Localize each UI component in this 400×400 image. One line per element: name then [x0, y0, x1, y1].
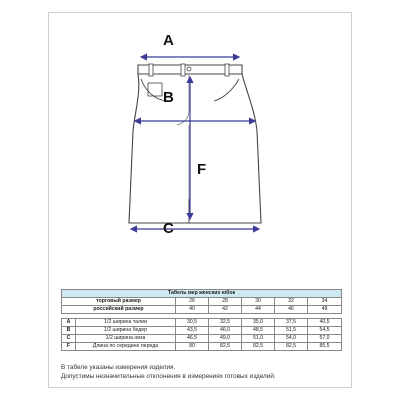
table-cell: 51,5 — [275, 327, 308, 335]
header-cell: 46 — [275, 306, 308, 314]
header-cell: 44 — [242, 306, 275, 314]
belt-loop — [181, 64, 185, 76]
size-chart-sheet — [48, 12, 352, 388]
row-name: 1/2 ширина бедер — [76, 327, 176, 335]
header-cell: 30 — [242, 298, 275, 306]
table-cell: 48,5 — [242, 327, 275, 335]
header-cell: 40 — [176, 306, 209, 314]
table-row — [62, 335, 342, 343]
table-cell: 80 — [176, 343, 209, 351]
note-line: В табеле указаны измерения изделия. — [61, 364, 176, 371]
label-a: A — [163, 32, 174, 49]
belt-loop — [149, 64, 153, 76]
note-line: Допустимы незначительные отклонения в измерениях готовых изделий. — [61, 373, 276, 380]
coin-pocket — [148, 83, 162, 96]
row-name: Длина по середине переда — [76, 343, 176, 351]
row-code: A — [62, 319, 76, 327]
row-code: C — [62, 335, 76, 343]
label-f: F — [197, 161, 207, 178]
header-label: российский размер — [62, 306, 176, 314]
button-icon — [187, 67, 191, 71]
table-cell: 57,0 — [308, 335, 342, 343]
table-cell: 35,0 — [242, 319, 275, 327]
table-cell: 30,5 — [176, 319, 209, 327]
belt-loop — [225, 64, 229, 76]
skirt-drawing — [49, 13, 353, 273]
table-cell: 46,5 — [176, 335, 209, 343]
table-title-row — [62, 290, 342, 298]
label-b: B — [163, 89, 174, 106]
table-cell: 85,5 — [308, 343, 342, 351]
table-header-row — [62, 306, 342, 314]
table-cell: 37,5 — [275, 319, 308, 327]
table-cell: 46,0 — [209, 327, 242, 335]
header-cell: 28 — [209, 298, 242, 306]
header-cell: 26 — [176, 298, 209, 306]
table-cell: 82,5 — [242, 343, 275, 351]
header-label: торговый размер — [62, 298, 176, 306]
table-title: Табель мер женских юбок — [62, 290, 342, 298]
label-c: C — [163, 220, 174, 237]
table-cell: 40,5 — [308, 319, 342, 327]
header-cell: 48 — [308, 306, 342, 314]
table-cell: 32,5 — [209, 319, 242, 327]
table-cell: 82,5 — [275, 343, 308, 351]
header-cell: 42 — [209, 306, 242, 314]
header-cell: 34 — [308, 298, 342, 306]
table-row — [62, 327, 342, 335]
table-row — [62, 319, 342, 327]
size-table — [61, 289, 342, 351]
table-cell: 54,0 — [275, 335, 308, 343]
row-name: 1/2 ширина низа — [76, 335, 176, 343]
table-cell: 82,5 — [209, 343, 242, 351]
row-code: F — [62, 343, 76, 351]
table-header-row — [62, 298, 342, 306]
row-name: 1/2 ширина талии — [76, 319, 176, 327]
row-code: B — [62, 327, 76, 335]
header-cell: 32 — [275, 298, 308, 306]
table-cell: 51,0 — [242, 335, 275, 343]
table-cell: 49,0 — [209, 335, 242, 343]
notes — [61, 363, 276, 381]
table-cell: 43,5 — [176, 327, 209, 335]
table-row — [62, 343, 342, 351]
table-cell: 54,5 — [308, 327, 342, 335]
